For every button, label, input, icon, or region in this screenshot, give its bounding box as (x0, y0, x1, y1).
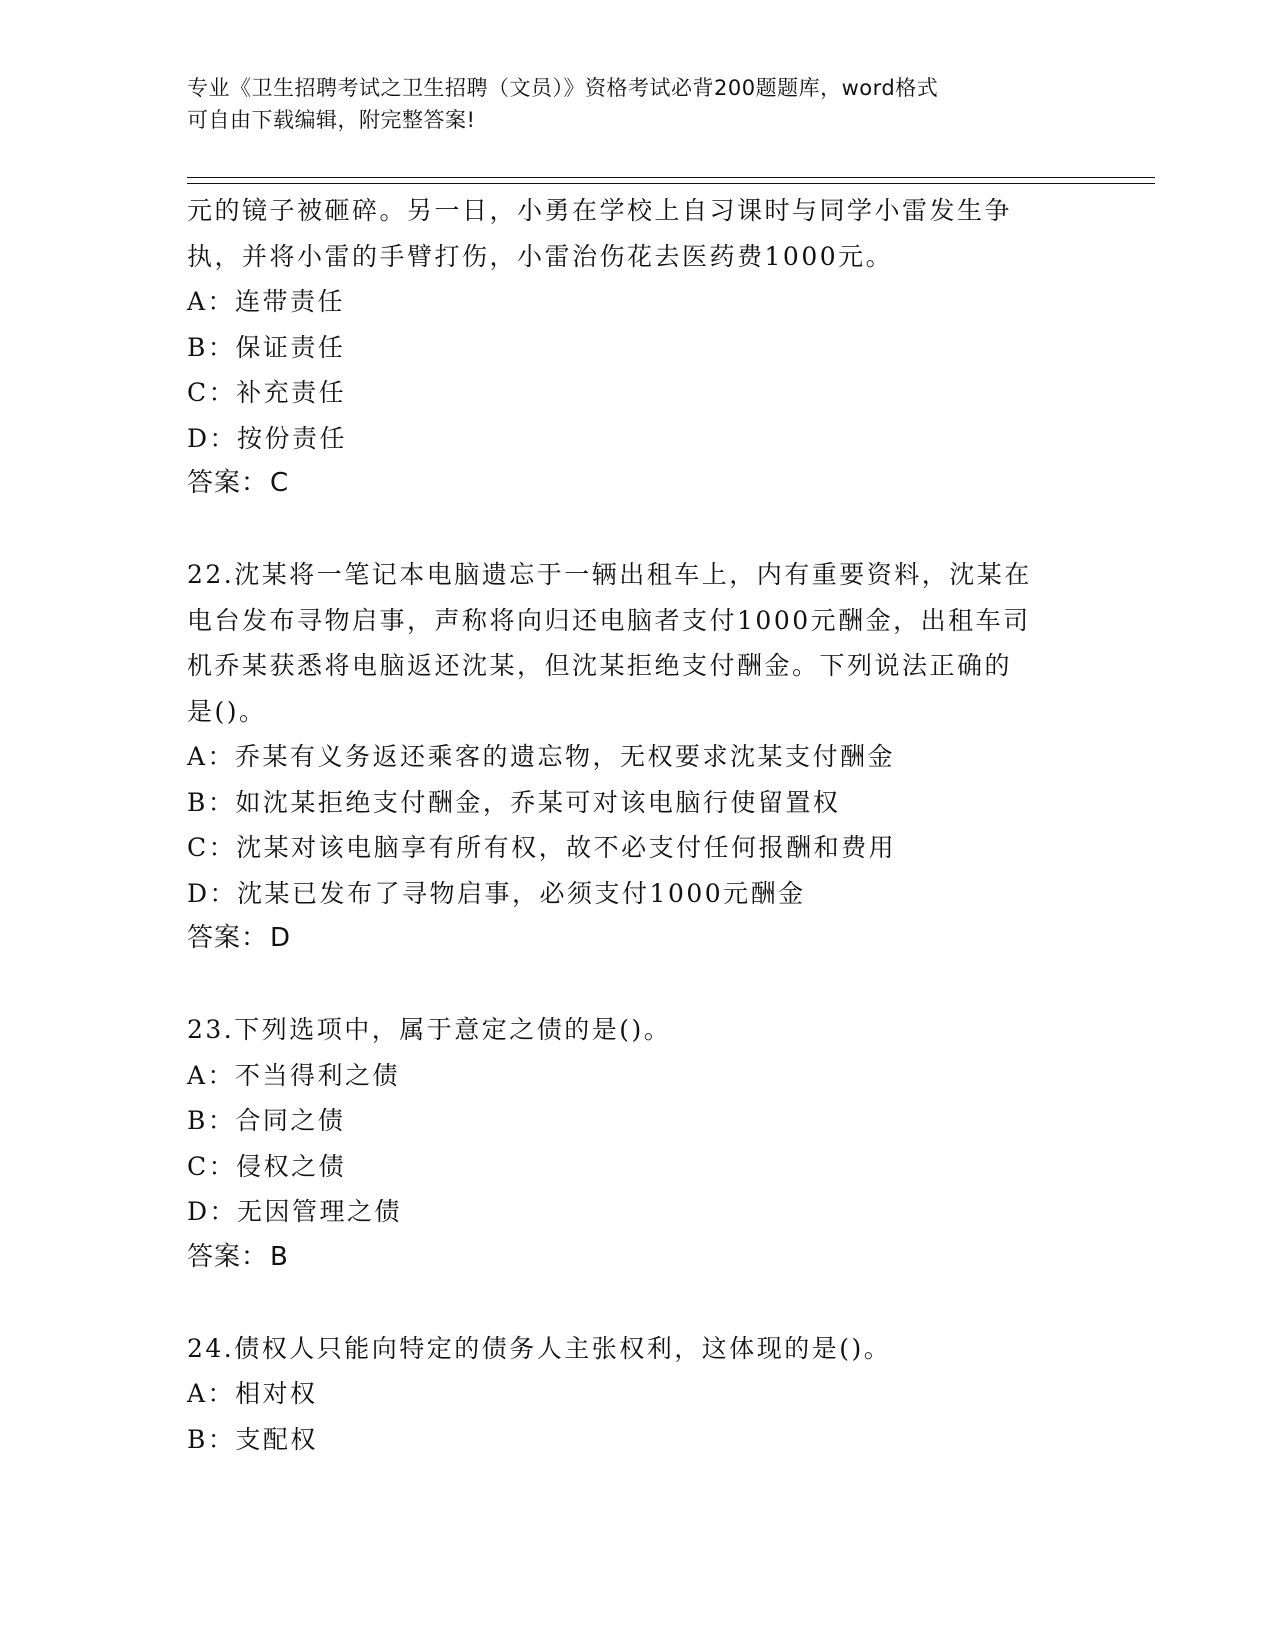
answer-value: D (270, 923, 292, 953)
option-b: B：保证责任 (187, 332, 346, 362)
answer-line (187, 916, 1087, 962)
option-c: C：沈某对该电脑享有所有权，故不必支付任何报酬和费用 (187, 833, 897, 862)
option-b: B：如沈某拒绝支付酬金，乔某可对该电脑行使留置权 (187, 787, 841, 817)
question-22-text-line: 22.沈某将一笔记本电脑遗忘于一辆出租车上，内有重要资料，沈某在 (187, 560, 1032, 589)
question-23 (187, 1007, 1087, 1280)
answer-line (187, 461, 1087, 507)
option-b: B：支配权 (187, 1424, 318, 1454)
question-21-text-line: 元的镜子被砸碎。另一日，小勇在学校上自习课时与同学小雷发生争 (187, 196, 1013, 225)
spacer (187, 507, 1087, 553)
question-22-text-line: 电台发布寻物启事，声称将向归还电脑者支付1000元酬金，出租车司 (187, 605, 1031, 635)
question-content (187, 188, 1087, 1462)
option-a: A：不当得利之债 (187, 1060, 401, 1090)
question-21-text-line: 执，并将小雷的手臂打伤，小雷治伤花去医药费1000元。 (187, 241, 894, 271)
option-a: A：乔某有义务返还乘客的遗忘物，无权要求沈某支付酬金 (187, 742, 896, 771)
header-title-line-1: 专业《卫生招聘考试之卫生招聘（文员）》资格考试必背200题题库，word格式 (187, 76, 939, 100)
header-divider-top (187, 177, 1155, 178)
answer-label: 答案： (187, 468, 269, 498)
question-22-text-line: 机乔某获悉将电脑返还沈某，但沈某拒绝支付酬金。下列说法正确的 (187, 651, 1013, 680)
question-22-text-line: 是()。 (187, 696, 267, 726)
answer-label: 答案： (187, 923, 269, 953)
question-21 (187, 188, 1087, 507)
answer-line (187, 1235, 1087, 1281)
question-24-text-line: 24.债权人只能向特定的债务人主张权利，这体现的是()。 (187, 1333, 892, 1363)
option-d: D：按份责任 (187, 423, 348, 453)
spacer (187, 1280, 1087, 1326)
question-24 (187, 1326, 1087, 1463)
answer-value: C (270, 468, 290, 498)
header-title-line-2: 可自由下载编辑，附完整答案! (187, 108, 476, 132)
option-d: D：沈某已发布了寻物启事，必须支付1000元酬金 (187, 878, 806, 908)
answer-label: 答案： (187, 1241, 269, 1272)
option-c: C：侵权之债 (187, 1151, 347, 1181)
question-23-text-line: 23.下列选项中，属于意定之债的是()。 (187, 1015, 672, 1044)
option-d: D：无因管理之债 (187, 1197, 403, 1226)
document-header (187, 72, 1067, 136)
option-b: B：合同之债 (187, 1106, 346, 1135)
spacer (187, 962, 1087, 1008)
option-a: A：连带责任 (187, 287, 346, 316)
answer-value: B (270, 1241, 289, 1272)
option-a: A：相对权 (187, 1379, 318, 1408)
question-22 (187, 552, 1087, 962)
option-c: C：补充责任 (187, 378, 347, 407)
header-divider-bottom (187, 183, 1155, 184)
